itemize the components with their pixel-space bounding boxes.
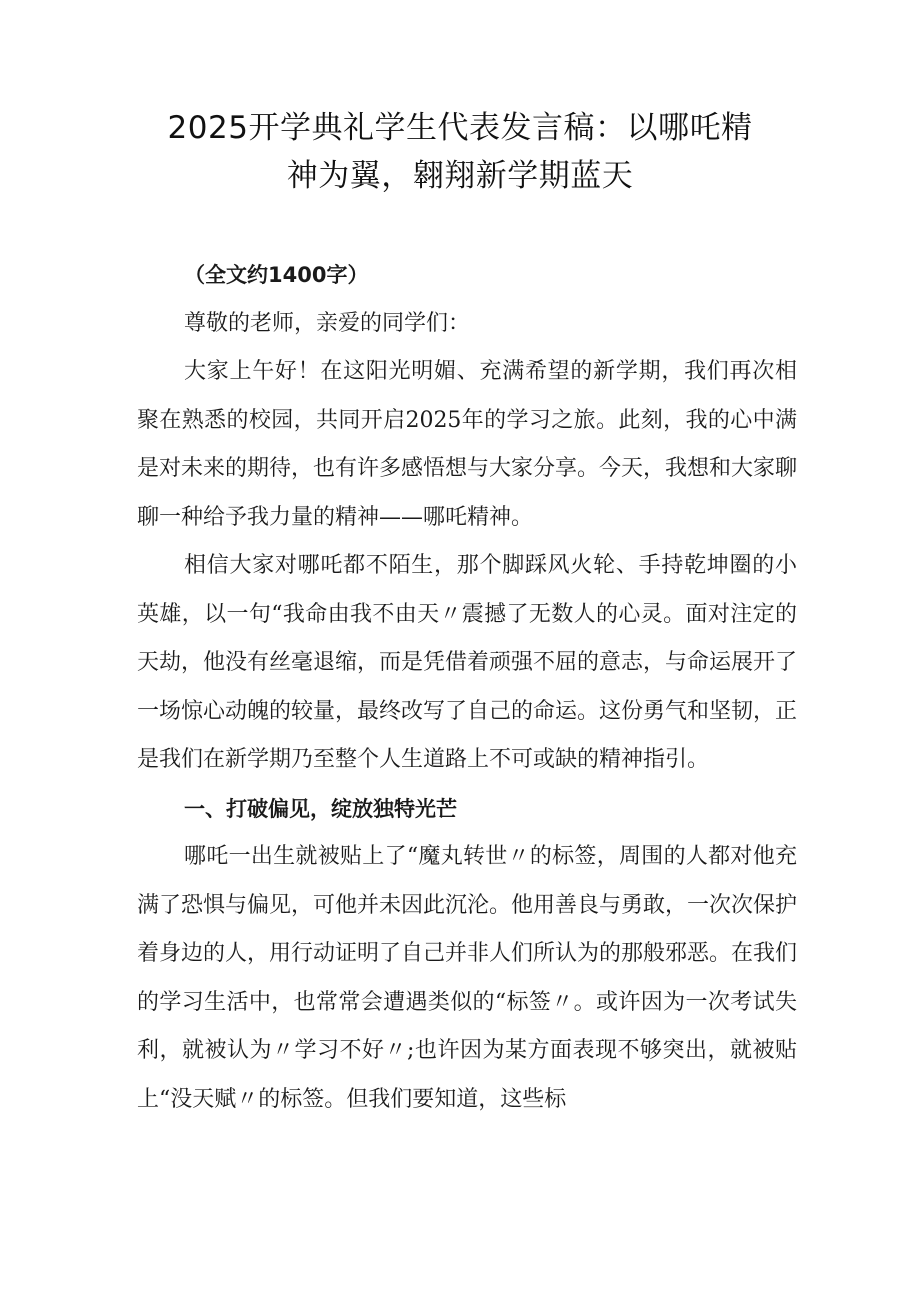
section-heading-1: 一、打破偏见，绽放独特光芒 (184, 796, 457, 821)
document-title (120, 104, 800, 200)
document-title-line-1: 2025开学典礼学生代表发言稿：以哪吒精 (167, 110, 753, 146)
document-body (137, 251, 797, 1124)
word-count-note: （全文约1400字） (184, 263, 369, 287)
greeting: 尊敬的老师，亲爱的同学们： (184, 310, 471, 336)
paragraph-breaking-prejudice: 哪吒一出生就被贴上了“魔丸转世〃的标签，周围的人都对他充满了恐惧与偏见，可他并未因此沉沦。他用善良与勇敢，一次次保护着身边的人，用行动证明了自己并非人们所认为的那般邪恶。在我们的学习生活中，也常常会遭遇类似的“标签〃。或许因为一次考试失利，就被认为〃学习不好〃;也许因为某方面表现不够突出，就被贴上“没天赋〃的标签。但我们要知道，这些标 (137, 844, 798, 1112)
paragraph-nezha-intro: 相信大家对哪吒都不陌生，那个脚踩风火轮、手持乾坤圈的小英雄，以一句“我命由我不由天〃震撼了无数人的心灵。面对注定的天劫，他没有丝毫退缩，而是凭借着顽强不屈的意志，与命运展开了一场惊心动魄的较量，最终改写了自己的命运。这份勇气和坚韧，正是我们在新学期乃至整个人生道路上不可或缺的精神指引。 (137, 553, 798, 772)
paragraph-opening: 大家上午好！在这阳光明媚、充满希望的新学期，我们再次相聚在熟悉的校园，共同开启2025年的学习之旅。此刻，我的心中满是对未来的期待，也有许多感悟想与大家分享。今天，我想和大家聊聊一种给予我力量的精神——哪吒精神。 (137, 359, 798, 530)
document-title-line-2: 神为翼，翱翔新学期蓝天 (286, 158, 634, 194)
